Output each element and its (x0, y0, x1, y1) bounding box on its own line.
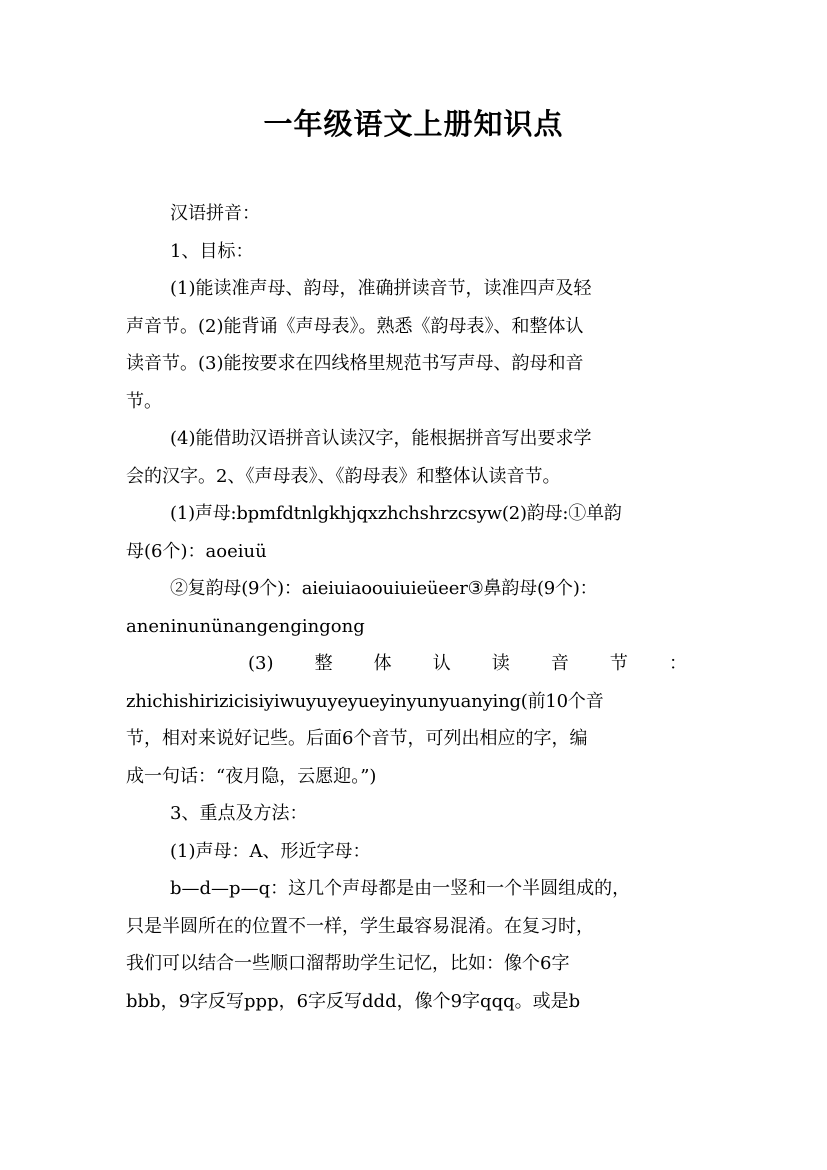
paragraph-line: 节，相对来说好记些。后面6个音节，可列出相应的字，编 (126, 728, 588, 749)
paragraph-line: 3、重点及方法： (170, 803, 308, 824)
spaced-char: 音 (550, 653, 569, 674)
paragraph-line: 汉语拼音： (170, 203, 260, 224)
paragraph-line: (1)声母：A、形近字母： (170, 840, 371, 862)
paragraph-line: 只是半圆所在的位置不一样，学生最容易混淆。在复习时， (126, 915, 594, 937)
spaced-char: (3) (248, 653, 274, 674)
paragraph-line: 1、目标： (170, 240, 254, 262)
paragraph-line: ②复韵母(9个)：aieiuiaoouiuieüeer③鼻韵母(9个)： (170, 578, 598, 599)
spaced-char: 整 (314, 653, 333, 674)
spaced-char: 认 (432, 653, 451, 674)
paragraph-line: bbb，9字反写ppp，6字反写ddd，像个9字qqq。或是b (126, 990, 581, 1012)
paragraph-line: 母(6个)：aoeiuü (126, 540, 267, 562)
paragraph-line: aneninunünangengingong (126, 615, 365, 637)
spaced-char: 体 (373, 653, 392, 674)
paragraph-line: 节。 (126, 390, 162, 412)
paragraph-line: zhichishiriziсisiyiwuyuyeyueyinyunyuanying(前10个音 (126, 690, 604, 712)
paragraph-line: 读音节。(3)能按要求在四线格里规范书写声母、韵母和音 (126, 353, 584, 374)
spaced-char: ： (668, 653, 687, 674)
paragraph-line: 成一句话：“夜月隐，云愿迎。”) (126, 765, 377, 787)
spaced-char: 读 (491, 653, 510, 674)
paragraph-line: (1)声母:bpmfdtnlgkhjqxzhchshrzcsyw(2)韵母:①单韵 (170, 503, 622, 524)
spaced-char: 节 (609, 653, 628, 674)
paragraph-line: 会的汉字。2、《声母表》、《韵母表》和整体认读音节。 (126, 465, 561, 487)
paragraph-line: 我们可以结合一些顺口溜帮助学生记忆，比如：像个6字 (126, 953, 570, 974)
paragraph-line: 声音节。(2)能背诵《声母表》。熟悉《韵母表》、和整体认 (126, 315, 584, 337)
spaced-heading-line (126, 645, 701, 683)
paragraph-line: b—d—p—q：这几个声母都是由一竖和一个半圆组成的， (170, 878, 631, 899)
page-title: 一年级语文上册知识点 (263, 107, 564, 141)
document-body (126, 195, 701, 1020)
paragraph-line: (4)能借助汉语拼音认读汉字，能根据拼音写出要求学 (170, 428, 592, 449)
paragraph-line: (1)能读准声母、韵母，准确拼读音节，读准四声及轻 (170, 278, 592, 299)
